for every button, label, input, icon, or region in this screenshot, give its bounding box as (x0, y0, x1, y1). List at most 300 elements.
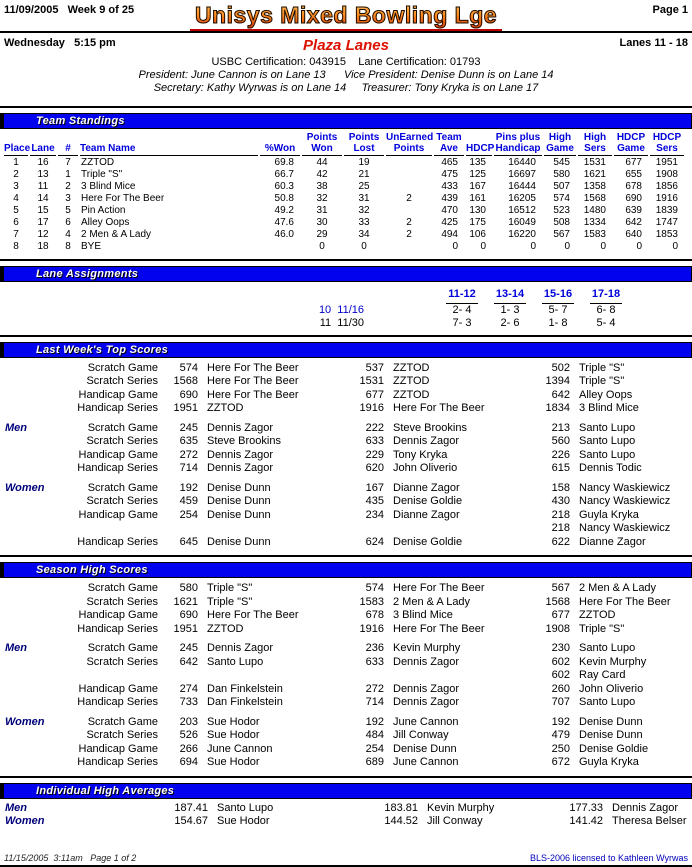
score-name-line: Triple "S" (579, 375, 625, 387)
standings-column-header-inner (434, 132, 464, 156)
standings-column-header (3, 132, 29, 156)
standings-cell: 161 (469, 193, 486, 204)
score-holder-name (384, 495, 526, 509)
score-value-line: 430 (551, 495, 570, 507)
score-category-label: Handicap Game (78, 682, 158, 695)
score-holder-name (198, 422, 340, 436)
score-value (526, 402, 570, 416)
standings-cell: 642 (625, 217, 642, 228)
lane-pair-header (582, 288, 630, 304)
standings-cell: 677 (625, 157, 642, 168)
standings-row (0, 205, 692, 217)
column-header-label: Place (4, 143, 31, 154)
score-name-line: Denise Goldie (393, 535, 463, 548)
score-name-line: Dennis Todic (579, 462, 642, 474)
score-category-label: Handicap Game (78, 448, 158, 461)
standings-cell: 7 (13, 229, 19, 240)
score-value (526, 683, 570, 697)
standings-column-header (79, 132, 259, 156)
score-holder-name (198, 435, 340, 449)
standings-cell (385, 241, 433, 253)
standings-column-header (543, 132, 577, 156)
lane-assignments-bar (0, 266, 692, 282)
standings-cell: 5 (65, 205, 71, 216)
score-name-line: Dennis Zagor (393, 682, 460, 695)
score-name-line: Jill Conway (393, 729, 449, 741)
standings-cell (385, 169, 433, 181)
score-row (0, 582, 692, 596)
standings-column-header-inner (494, 132, 542, 156)
score-holder-name (570, 729, 692, 743)
score-category-label: Handicap Game (78, 388, 158, 401)
officers-line-1: President: June Cannon is on Lane 13 Vice President: Denise Dunn is on Lane 14 (138, 69, 554, 81)
lane-week-date: 10 11/16 (318, 303, 364, 316)
standings-cell: 6 (13, 217, 19, 228)
score-name-line: ZZTOD (393, 361, 430, 374)
score-value-line: 266 (179, 742, 198, 755)
score-value (526, 435, 570, 449)
score-value (526, 596, 570, 610)
score-value-line: 1583 (359, 595, 384, 608)
standings-cell: 50.8 (274, 193, 294, 204)
standings-cell: 1568 (583, 193, 606, 204)
column-header-label: Lost (353, 143, 375, 154)
score-name-line: Here For The Beer (207, 361, 299, 374)
lane-assignment-row (300, 304, 692, 318)
score-holder-name (384, 389, 526, 403)
standings-cell: 16220 (508, 229, 536, 240)
standings-row (0, 193, 692, 205)
score-name-line: Denise Goldie (393, 495, 463, 507)
standings-cell: 545 (553, 157, 570, 168)
score-value-line: 633 (365, 435, 384, 447)
score-name-line: Tony Kryka (393, 448, 448, 461)
score-holder-name (384, 375, 526, 389)
score-holder-name (198, 743, 340, 757)
score-row (0, 696, 692, 710)
gender-label (0, 696, 58, 710)
score-name-line: Denise Dunn (579, 715, 643, 728)
score-value (340, 495, 384, 509)
standings-cell: 0 (361, 241, 367, 252)
standings-cell: 4 (13, 193, 19, 204)
score-value-line: 222 (365, 421, 384, 434)
score-value-line: 677 (551, 609, 570, 621)
standings-row (0, 217, 692, 229)
column-header-label: Lane (31, 143, 55, 154)
score-name-line: Dan Finkelstein (207, 682, 283, 695)
score-holder-name (198, 482, 340, 496)
score-category-label: Handicap Series (77, 462, 158, 474)
score-value-line: 167 (365, 481, 384, 494)
standings-cell: 5 (13, 205, 19, 216)
score-row (0, 683, 692, 697)
section-divider (0, 776, 692, 778)
footer-text-row (0, 851, 692, 863)
standings-cell: 0 (480, 241, 486, 252)
score-holder-name (384, 449, 526, 463)
standings-cell: 47.6 (274, 217, 294, 228)
score-name-line: June Cannon (207, 742, 273, 755)
score-category-label: Scratch Game (87, 642, 158, 654)
standings-column-header (259, 132, 301, 156)
standings-cell: 14 (37, 193, 49, 204)
score-value (158, 495, 198, 509)
score-value (158, 482, 198, 496)
score-value (340, 375, 384, 389)
standings-cell: 2 (406, 229, 412, 240)
gender-label: Men (5, 421, 27, 434)
score-row (0, 716, 692, 730)
score-holder-name (384, 362, 526, 376)
score-category-label: Scratch Series (86, 655, 158, 668)
score-value-line: 218 (551, 508, 570, 521)
standings-cell (385, 181, 433, 193)
score-value-line: 1834 (545, 402, 570, 414)
standings-cell: 32 (316, 193, 328, 204)
gender-label (0, 683, 58, 697)
score-row (0, 536, 692, 550)
standings-cell: 106 (469, 229, 486, 240)
score-value-line: 1916 (359, 622, 384, 635)
standings-column-header-inner (386, 132, 432, 156)
standings-cell: 433 (441, 181, 458, 192)
score-value (526, 362, 570, 376)
column-header-top: HDCP (616, 132, 646, 143)
score-name-line: 2 Men & A Lady (579, 582, 657, 594)
standings-column-header-inner (466, 132, 495, 156)
standings-cell: 1916 (655, 193, 678, 204)
average-value: 144.52 (384, 815, 418, 827)
report-header-row-1 (0, 0, 692, 31)
score-value (340, 623, 384, 637)
average-value: 177.33 (569, 801, 603, 814)
standings-cell: 1531 (583, 157, 606, 168)
score-category-label: Handicap Game (78, 742, 158, 755)
score-group-women (0, 716, 692, 770)
gender-label (0, 402, 58, 416)
standings-cell: 508 (553, 217, 570, 228)
score-holder-name (198, 729, 340, 743)
standings-row (0, 169, 692, 181)
score-value-line: 678 (365, 609, 384, 621)
lane-pair-header (486, 288, 534, 304)
score-holder-name (384, 582, 526, 596)
score-value (340, 743, 384, 757)
score-holder-name (384, 462, 526, 476)
score-name-line: Dennis Zagor (207, 448, 274, 461)
score-value-line: 272 (365, 682, 384, 695)
gender-label (0, 756, 58, 770)
score-value (158, 596, 198, 610)
lane-header-row (300, 288, 692, 304)
bowling-center-name: Plaza Lanes (303, 37, 389, 54)
score-name-line: Dennis Zagor (207, 462, 274, 474)
score-value (340, 449, 384, 463)
average-holder-name: Santo Lupo (217, 801, 274, 814)
standings-column-header (301, 132, 343, 156)
standings-cell: 507 (553, 181, 570, 192)
score-value-line: 226 (551, 448, 570, 461)
section-divider (0, 335, 692, 337)
score-value (526, 422, 570, 436)
standings-cell: 3 Blind Mice (81, 181, 136, 192)
score-name-line: Here For The Beer (207, 609, 299, 621)
score-value (340, 683, 384, 697)
standings-cell: 29 (316, 229, 328, 240)
score-value (158, 696, 198, 710)
standings-cell: 16049 (508, 217, 536, 228)
score-group-women (0, 482, 692, 550)
score-name-line: Sue Hodor (207, 729, 260, 741)
standings-cell: 44 (316, 157, 328, 168)
score-value-line: 642 (179, 655, 198, 668)
score-name-line: 3 Blind Mice (579, 402, 639, 414)
score-value (340, 729, 384, 743)
score-holder-name (570, 422, 692, 436)
score-holder-name (198, 389, 340, 403)
standings-cell: 49.2 (274, 205, 294, 216)
score-category-label: Scratch Game (87, 715, 158, 728)
standings-cell: 574 (553, 193, 570, 204)
score-value-line: 234 (365, 508, 384, 521)
section-divider (0, 555, 692, 557)
standings-cell: 175 (469, 217, 486, 228)
score-row (0, 449, 692, 463)
score-holder-name (570, 482, 692, 496)
section-divider (0, 259, 692, 261)
standings-cell: 1951 (655, 157, 678, 168)
score-row (0, 756, 692, 770)
score-holder-name (570, 716, 692, 730)
score-value-line: 1568 (545, 595, 570, 608)
column-header-label: # (65, 143, 71, 154)
score-value-line: 213 (551, 421, 570, 434)
score-name-line: Denise Dunn (579, 729, 643, 741)
score-category-label: Scratch Series (86, 595, 158, 608)
score-value-line: 677 (365, 388, 384, 401)
score-category-label: Scratch Game (87, 421, 158, 434)
report-date-week: 11/09/2005 Week 9 of 25 (4, 4, 135, 16)
standings-column-header-inner (578, 132, 612, 156)
score-value (158, 623, 198, 637)
standings-cell (385, 205, 433, 217)
score-category-label: Handicap Series (77, 622, 158, 635)
score-value-line: 274 (179, 682, 198, 695)
score-value-line: 1908 (545, 622, 570, 635)
column-header-label: %Won (264, 143, 296, 154)
score-value-line: 537 (365, 361, 384, 374)
score-name-line: Denise Goldie (579, 742, 649, 755)
standings-column-header-inner (614, 132, 648, 156)
score-group-men (0, 642, 692, 710)
score-value-line: 602 (551, 669, 570, 681)
average-value: 187.41 (174, 801, 208, 814)
lane-matchup: 1- 8 (548, 317, 568, 329)
standings-cell: 2 (65, 181, 71, 192)
score-value (158, 422, 198, 436)
score-row (0, 729, 692, 743)
column-header-label: Handicap (495, 143, 541, 154)
column-header-label: Ave (440, 143, 458, 154)
standings-column-header-inner (302, 132, 342, 156)
score-row (0, 482, 692, 496)
score-category-label: Scratch Series (86, 435, 158, 447)
score-value (158, 536, 198, 550)
score-holder-name (570, 656, 692, 683)
score-name-line: Here For The Beer (393, 582, 485, 594)
score-name-line: ZZTOD (207, 622, 244, 635)
score-value (158, 362, 198, 376)
score-name-line: ZZTOD (207, 402, 244, 414)
standings-cell: 16205 (508, 193, 536, 204)
gender-label (0, 623, 58, 637)
column-header-label: HDCP (466, 143, 495, 154)
score-value (526, 389, 570, 403)
score-holder-name (570, 609, 692, 623)
score-row (0, 422, 692, 436)
score-value-line: 642 (551, 388, 570, 401)
score-holder-name (384, 596, 526, 610)
score-holder-name (198, 375, 340, 389)
standings-cell: 465 (441, 157, 458, 168)
score-value-line: 254 (179, 508, 198, 521)
score-value (158, 389, 198, 403)
standings-cell: 4 (65, 229, 71, 240)
score-value-line: 192 (551, 715, 570, 728)
score-row (0, 509, 692, 536)
standings-cell: 1856 (655, 181, 678, 192)
score-name-line: Triple "S" (579, 622, 625, 635)
score-value (340, 509, 384, 536)
score-category-label: Scratch Game (87, 481, 158, 494)
score-row (0, 435, 692, 449)
standings-cell: 494 (441, 229, 458, 240)
lane-spacer (364, 288, 438, 304)
score-value (526, 756, 570, 770)
section-divider (0, 106, 692, 108)
lane-week-spacer (300, 288, 364, 304)
column-header-top: High (548, 132, 572, 143)
score-name-line: Steve Brookins (207, 435, 281, 447)
score-name-line: Dan Finkelstein (207, 696, 283, 708)
standings-cell: 1908 (655, 169, 678, 180)
score-name-line: 3 Blind Mice (393, 609, 453, 621)
individual-high-averages-bar (0, 783, 692, 799)
column-header-label: Game (546, 143, 574, 154)
score-holder-name (384, 509, 526, 536)
last-week-top-scores-body (0, 362, 692, 550)
score-value-line: 250 (551, 742, 570, 755)
score-value-line: 1951 (173, 622, 198, 635)
score-holder-name (198, 449, 340, 463)
score-holder-name (570, 743, 692, 757)
score-value-line: 645 (179, 535, 198, 548)
score-holder-name (198, 642, 340, 656)
gender-label (0, 509, 58, 536)
score-value (526, 743, 570, 757)
score-value (340, 402, 384, 416)
standings-cell: 3 (65, 193, 71, 204)
season-high-scores-bar (0, 562, 692, 578)
standings-cell: 15 (37, 205, 49, 216)
league-day-time: Wednesday 5:15 pm (4, 37, 116, 49)
score-category-label: Scratch Game (87, 582, 158, 594)
score-value (158, 509, 198, 536)
score-value (340, 582, 384, 596)
score-category-label: Handicap Series (77, 696, 158, 708)
score-value (158, 462, 198, 476)
standings-cell: 30 (316, 217, 328, 228)
score-name-line: Here For The Beer (207, 375, 299, 387)
standings-column-header (493, 132, 543, 156)
column-header-label: Points (393, 143, 425, 154)
score-value (340, 435, 384, 449)
score-name-line: Nancy Waskiewicz (579, 481, 671, 494)
standings-cell: 425 (441, 217, 458, 228)
standings-cell: 135 (469, 157, 486, 168)
score-value-line: 526 (179, 729, 198, 741)
score-holder-name (570, 596, 692, 610)
score-value (158, 743, 198, 757)
individual-high-averages-title: Individual High Averages (36, 784, 175, 797)
score-value-line: 620 (365, 462, 384, 474)
standings-cell: 16512 (508, 205, 536, 216)
score-row (0, 609, 692, 623)
score-value (526, 375, 570, 389)
score-category-label: Handicap Game (78, 508, 158, 521)
officers-line-2: Secretary: Kathy Wyrwas is on Lane 14 Treasurer: Tony Kryka is on Lane 17 (153, 82, 539, 94)
score-value (158, 642, 198, 656)
score-group-team (0, 582, 692, 636)
standings-cell: 34 (358, 229, 370, 240)
lane-week-date: 11 11/30 (319, 317, 364, 329)
standings-cell (385, 157, 433, 169)
score-value-line: 602 (551, 655, 570, 668)
score-name-line: Dianne Zagor (393, 508, 460, 521)
score-row (0, 375, 692, 389)
score-category-label: Handicap Series (77, 402, 158, 414)
score-category-label: Scratch Game (87, 361, 158, 374)
score-holder-name (198, 623, 340, 637)
standings-cell: 1358 (583, 181, 606, 192)
standings-cell: 1480 (583, 205, 606, 216)
column-header-top (80, 132, 258, 143)
score-holder-name (384, 656, 526, 683)
standings-row (0, 241, 692, 253)
column-header-top (466, 132, 492, 143)
standings-cell: 475 (441, 169, 458, 180)
score-value (158, 375, 198, 389)
standings-cell: 11 (37, 181, 49, 192)
score-name-line: Dennis Zagor (207, 421, 274, 434)
score-category-label: Scratch Series (86, 729, 158, 741)
lane-pair-header (534, 288, 582, 304)
score-holder-name (570, 402, 692, 416)
score-value-line: 236 (365, 642, 384, 654)
score-name-line: Kevin Murphy (393, 642, 461, 654)
lane-matchup: 5- 4 (596, 317, 616, 329)
standings-cell: 33 (358, 217, 370, 228)
score-name-line: Dennis Zagor (207, 642, 274, 654)
score-name-line: Santo Lupo (579, 435, 636, 447)
score-value (158, 582, 198, 596)
average-value: 141.42 (569, 815, 603, 827)
score-row (0, 462, 692, 476)
score-holder-name (570, 582, 692, 596)
score-holder-name (198, 402, 340, 416)
standings-cell: 21 (358, 169, 370, 180)
